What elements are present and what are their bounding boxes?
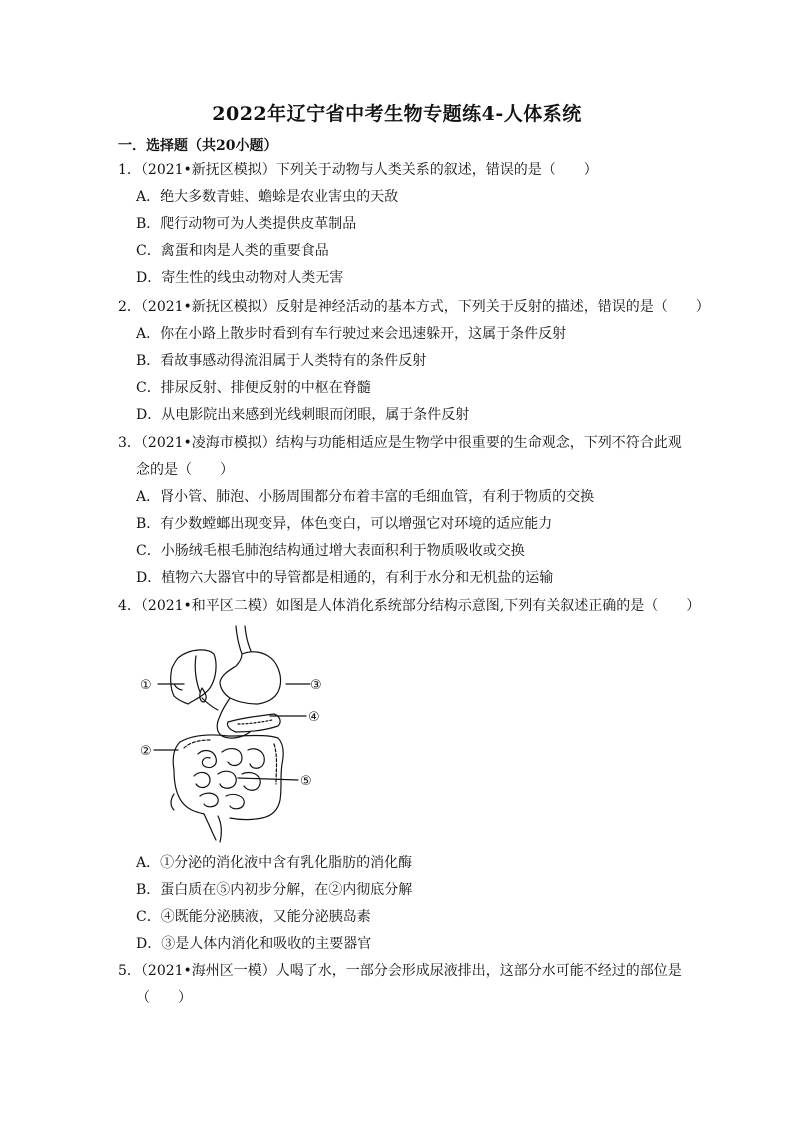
rectum-line <box>204 814 216 840</box>
figure-label-3: ③ <box>310 678 322 693</box>
figure-label-1: ① <box>140 678 152 693</box>
small-intestine-loop <box>222 749 242 766</box>
option-c: C．④既能分泌胰液，又能分泌胰岛素 <box>136 909 371 925</box>
question-stem: 1．（2021•新抚区模拟）下列关于动物与人类关系的叙述，错误的是（ ） <box>118 162 598 178</box>
small-intestine-loop <box>218 771 236 788</box>
question-stem: 3．（2021•凌海市模拟）结构与功能相适应是生物学中很重要的生命观念，下列不符合此观 <box>118 435 682 451</box>
question-stem: 2．（2021•新抚区模拟）反射是神经活动的基本方式，下列关于反射的描述，错误的是（ ） <box>118 299 710 315</box>
option-a: A．①分泌的消化液中含有乳化脂肪的消化酶 <box>136 855 413 871</box>
stomach-shape <box>220 652 281 704</box>
question-stem: 4．（2021•和平区二模）如图是人体消化系统部分结构示意图,下列有关叙述正确的是（ ） <box>118 598 701 614</box>
section-heading: 一．选择题（共20小题） <box>118 138 278 154</box>
liver-shape <box>171 650 216 704</box>
esophagus-line <box>236 626 242 654</box>
question-4 <box>118 593 701 620</box>
option-d: D．③是人体内消化和吸收的主要器官 <box>136 936 372 952</box>
small-intestine-loop <box>242 772 260 790</box>
option-b: B．有少数螳螂出现变异，体色变白，可以增强它对环境的适应能力 <box>136 516 553 532</box>
option-d: D．从电影院出来感到光线刺眼而闭眼，属于条件反射 <box>136 407 470 423</box>
figure-label-5: ⑤ <box>300 774 312 789</box>
question-2 <box>118 294 710 429</box>
question-4-options <box>118 850 678 958</box>
figure-label-2: ② <box>140 744 152 759</box>
option-d: D．寄生性的线虫动物对人类无害 <box>136 270 344 286</box>
small-intestine-loop <box>194 773 210 788</box>
question-stem-continued: 念的是（ ） <box>136 462 234 478</box>
option-b: B．爬行动物可为人类提供皮革制品 <box>136 216 357 232</box>
small-intestine-loop <box>248 749 264 769</box>
option-c: C．禽蛋和肉是人类的重要食品 <box>136 243 329 259</box>
duodenum-line <box>217 716 250 738</box>
option-b: B．看故事感动得流泪属于人类特有的条件反射 <box>136 353 427 369</box>
small-intestine-loop <box>200 793 218 807</box>
option-a: A．肾小管、肺泡、小肠周围都分布着丰富的毛细血管，有利于物质的交换 <box>136 489 595 505</box>
esophagus-line <box>245 626 251 651</box>
question-3 <box>118 430 682 592</box>
colon-line <box>180 735 283 820</box>
option-a: A．你在小路上散步时看到有车行驶过来会迅速躲开，这属于条件反射 <box>136 326 567 342</box>
question-stem-continued: （ ） <box>136 990 192 1006</box>
option-c: C．排尿反射、排便反射的中枢在脊髓 <box>136 380 371 396</box>
question-5 <box>118 958 682 1012</box>
option-d: D．植物六大器官中的导管都是相通的，有利于水分和无机盐的运输 <box>136 570 554 586</box>
figure-label-4: ④ <box>308 710 320 725</box>
option-a: A．绝大多数青蛙、蟾蜍是农业害虫的天敌 <box>136 189 399 205</box>
small-intestine-loop <box>198 751 216 768</box>
option-c: C．小肠绒毛根毛肺泡结构通过增大表面积利于物质吸收或交换 <box>136 543 525 559</box>
question-stem: 5．（2021•海州区一模）人喝了水，一部分会形成尿液排出，这部分水可能不经过的部位是 <box>118 963 682 979</box>
liver-lobe-line <box>195 656 200 692</box>
digestive-system-diagram <box>138 624 328 846</box>
document-title: 2022年辽宁省中考生物专题练4-人体系统 <box>212 103 582 125</box>
option-b: B．蛋白质在⑤内初步分解，在②内彻底分解 <box>136 882 413 898</box>
small-intestine-loop <box>226 794 244 808</box>
appendix-line <box>171 794 174 810</box>
question-1 <box>118 157 678 292</box>
